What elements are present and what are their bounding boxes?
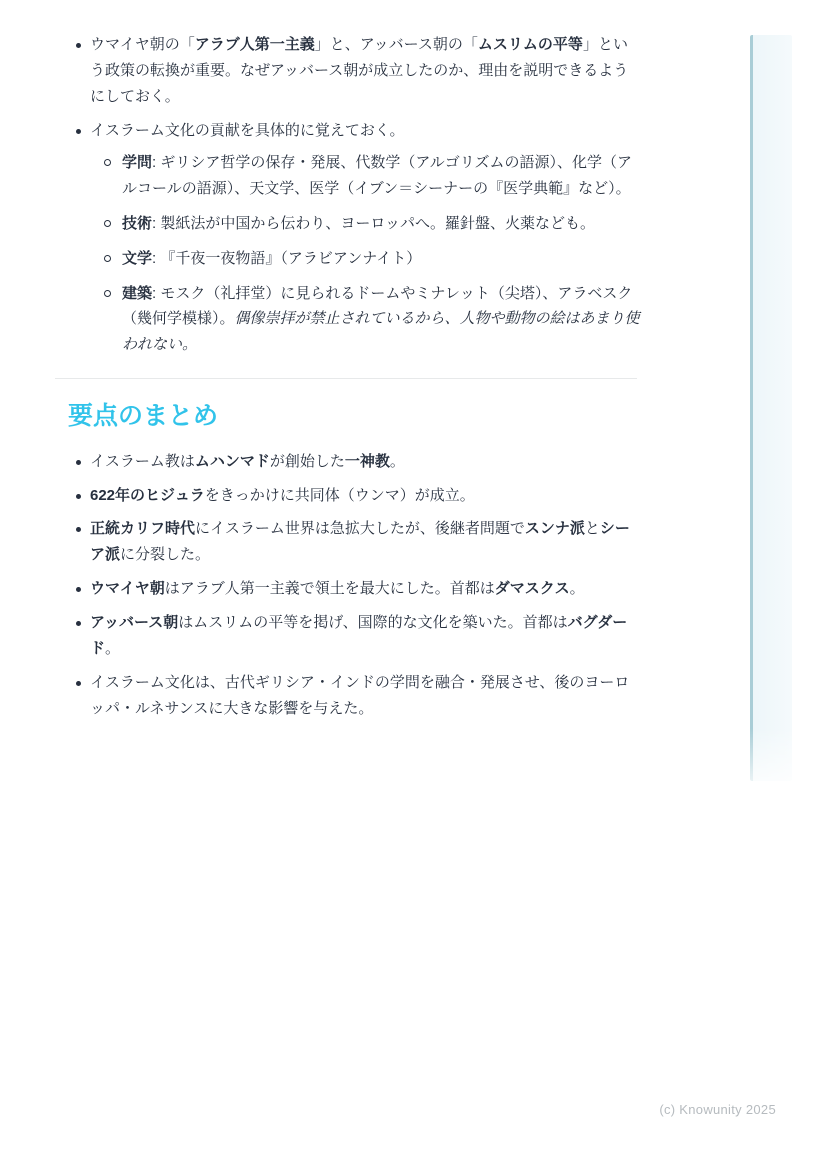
- text-segment: 。: [389, 452, 405, 470]
- sub-list: [90, 150, 640, 359]
- text-segment: イスラーム文化は、古代ギリシア・インドの学問を融合・発展させ、後のヨーロッパ・ルネサンスに大きな影響を与えた。: [90, 674, 630, 718]
- text-segment: をきっかけに共同体（ウンマ）が成立。: [204, 486, 475, 504]
- list-item: [100, 211, 640, 237]
- list-item: [100, 246, 640, 272]
- text-segment: 。: [105, 640, 121, 658]
- text-segment: イスラーム文化の貢献を具体的に覚えておく。: [90, 121, 405, 139]
- text-segment: 偶像崇拝が禁止されているから、人物や動物の絵はあまり使われない。: [122, 310, 640, 354]
- list-item: [68, 118, 640, 359]
- text-segment: 」と、アッバース朝の「: [314, 36, 478, 53]
- list-item: [68, 449, 640, 475]
- text-segment: 。: [569, 580, 585, 598]
- list-item: [68, 610, 640, 662]
- section-divider: [55, 378, 637, 379]
- text-segment: 622年のヒジュラ: [90, 486, 205, 504]
- text-segment: スンナ派: [524, 520, 585, 538]
- text-segment: 」という政策の転換が重要。なぜアッバース朝が成立したのか、理由を説明できるようにしておく。: [90, 36, 629, 105]
- summary-heading: 要点のまとめ: [68, 402, 219, 431]
- text-segment: : ギリシア哲学の保存・発展、代数学（アルゴリズムの語源）、化学（アルコールの語源）、天文学、医学（イブン＝シーナーの『医学典範』など）。: [122, 153, 632, 197]
- list-item: [68, 483, 640, 509]
- exam-tips-list: [68, 32, 640, 358]
- text-segment: ウマイヤ朝の「: [90, 36, 195, 53]
- text-segment: 正統カリフ時代: [90, 520, 196, 538]
- text-segment: ムハンマド: [194, 452, 270, 470]
- text-segment: ダマスクス: [494, 580, 570, 598]
- text-segment: 技術: [122, 214, 153, 232]
- text-segment: 建築: [122, 284, 153, 302]
- text-segment: にイスラーム世界は急拡大したが、後継者問題で: [195, 520, 525, 538]
- list-item: [100, 281, 640, 359]
- text-segment: 一神教: [344, 452, 390, 470]
- text-segment: はムスリムの平等を掲げ、国際的な文化を築いた。首都は: [178, 614, 568, 632]
- list-item: [68, 516, 640, 568]
- next-page-edge: [750, 35, 792, 781]
- list-item: [100, 150, 640, 202]
- text-segment: シーア派: [90, 520, 630, 564]
- text-segment: に分裂した。: [120, 546, 211, 564]
- text-segment: アッバース朝: [90, 614, 179, 632]
- text-segment: はアラブ人第一主義で領土を最大にした。首都は: [164, 580, 495, 598]
- list-item: [68, 576, 640, 602]
- copyright-note: (c) Knowunity 2025: [659, 1102, 776, 1117]
- text-segment: ウマイヤ朝: [90, 580, 165, 598]
- text-segment: イスラーム教は: [90, 452, 195, 470]
- text-segment: 文学: [122, 249, 153, 267]
- text-segment: が創始した: [269, 452, 345, 470]
- list-item: [68, 670, 640, 722]
- text-segment: と: [584, 520, 600, 538]
- text-segment: バグダード: [90, 614, 628, 658]
- text-segment: : 『千夜一夜物語』（アラビアンナイト）: [152, 249, 422, 267]
- note-content: [68, 32, 640, 730]
- text-segment: ムスリムの平等: [477, 36, 583, 53]
- text-segment: : 製紙法が中国から伝わり、ヨーロッパへ。羅針盤、火薬なども。: [152, 214, 596, 232]
- text-segment: 学問: [122, 153, 153, 171]
- list-item: [68, 32, 640, 110]
- text-segment: アラブ人第一主義: [194, 36, 315, 53]
- summary-list: [68, 449, 640, 722]
- text-segment: : モスク（礼拝堂）に見られるドームやミナレット（尖塔）、アラベスク（幾何学模様）。: [122, 284, 633, 328]
